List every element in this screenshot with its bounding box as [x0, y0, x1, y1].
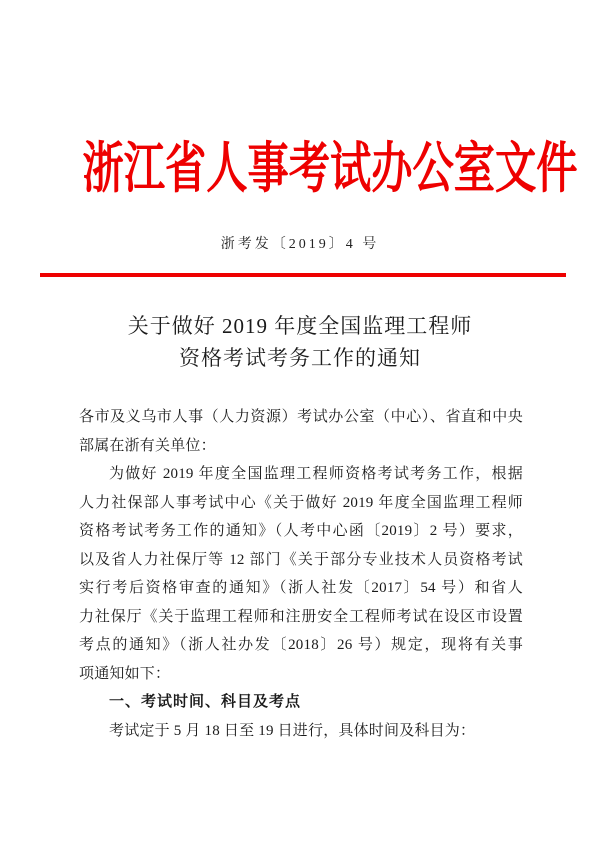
body-line-salutation-1: 各市及义乌市人事（人力资源）考试办公室（中心）、省直和中央 — [79, 409, 523, 425]
body-line: 力社保厅《关于监理工程师和注册安全工程师考试在设区市设置 — [79, 608, 523, 625]
body-line: 为做好 2019 年度全国监理工程师资格考试考务工作，根据 — [109, 466, 523, 482]
document-body — [79, 403, 523, 745]
document-title-line-2: 资格考试考务工作的通知 — [179, 346, 421, 370]
red-divider-rule — [40, 273, 566, 277]
body-line: 项通知如下： — [79, 665, 171, 682]
body-line: 实行考后资格审查的通知》（浙人社发〔2017〕54 号）和省人 — [79, 580, 523, 596]
document-number: 浙考发〔2019〕4 号 — [220, 237, 380, 252]
body-line: 资格考试考务工作的通知》（人考中心函〔2019〕2 号）要求， — [79, 523, 523, 539]
masthead — [0, 139, 600, 199]
document-title-line-1: 关于做好 2019 年度全国监理工程师 — [127, 314, 473, 338]
section-heading-1: 一、考试时间、科目及考点 — [109, 693, 302, 710]
body-line: 考点的通知》（浙人社办发〔2018〕26 号）规定，现将有关事 — [79, 637, 523, 653]
body-line: 以及省人力社保厅等 12 部门《关于部分专业技术人员资格考试 — [79, 551, 523, 568]
masthead-org-title: 浙江省人事考试办公室文件 — [82, 138, 578, 199]
body-line: 人力社保部人事考试中心《关于做好 2019 年度全国监理工程师 — [79, 494, 523, 511]
body-line-exam-schedule-intro: 考试定于 5 月 18 日至 19 日进行，具体时间及科目为： — [109, 722, 476, 739]
document-title — [0, 310, 600, 374]
body-line-salutation-2: 部属在浙有关单位： — [79, 437, 216, 454]
